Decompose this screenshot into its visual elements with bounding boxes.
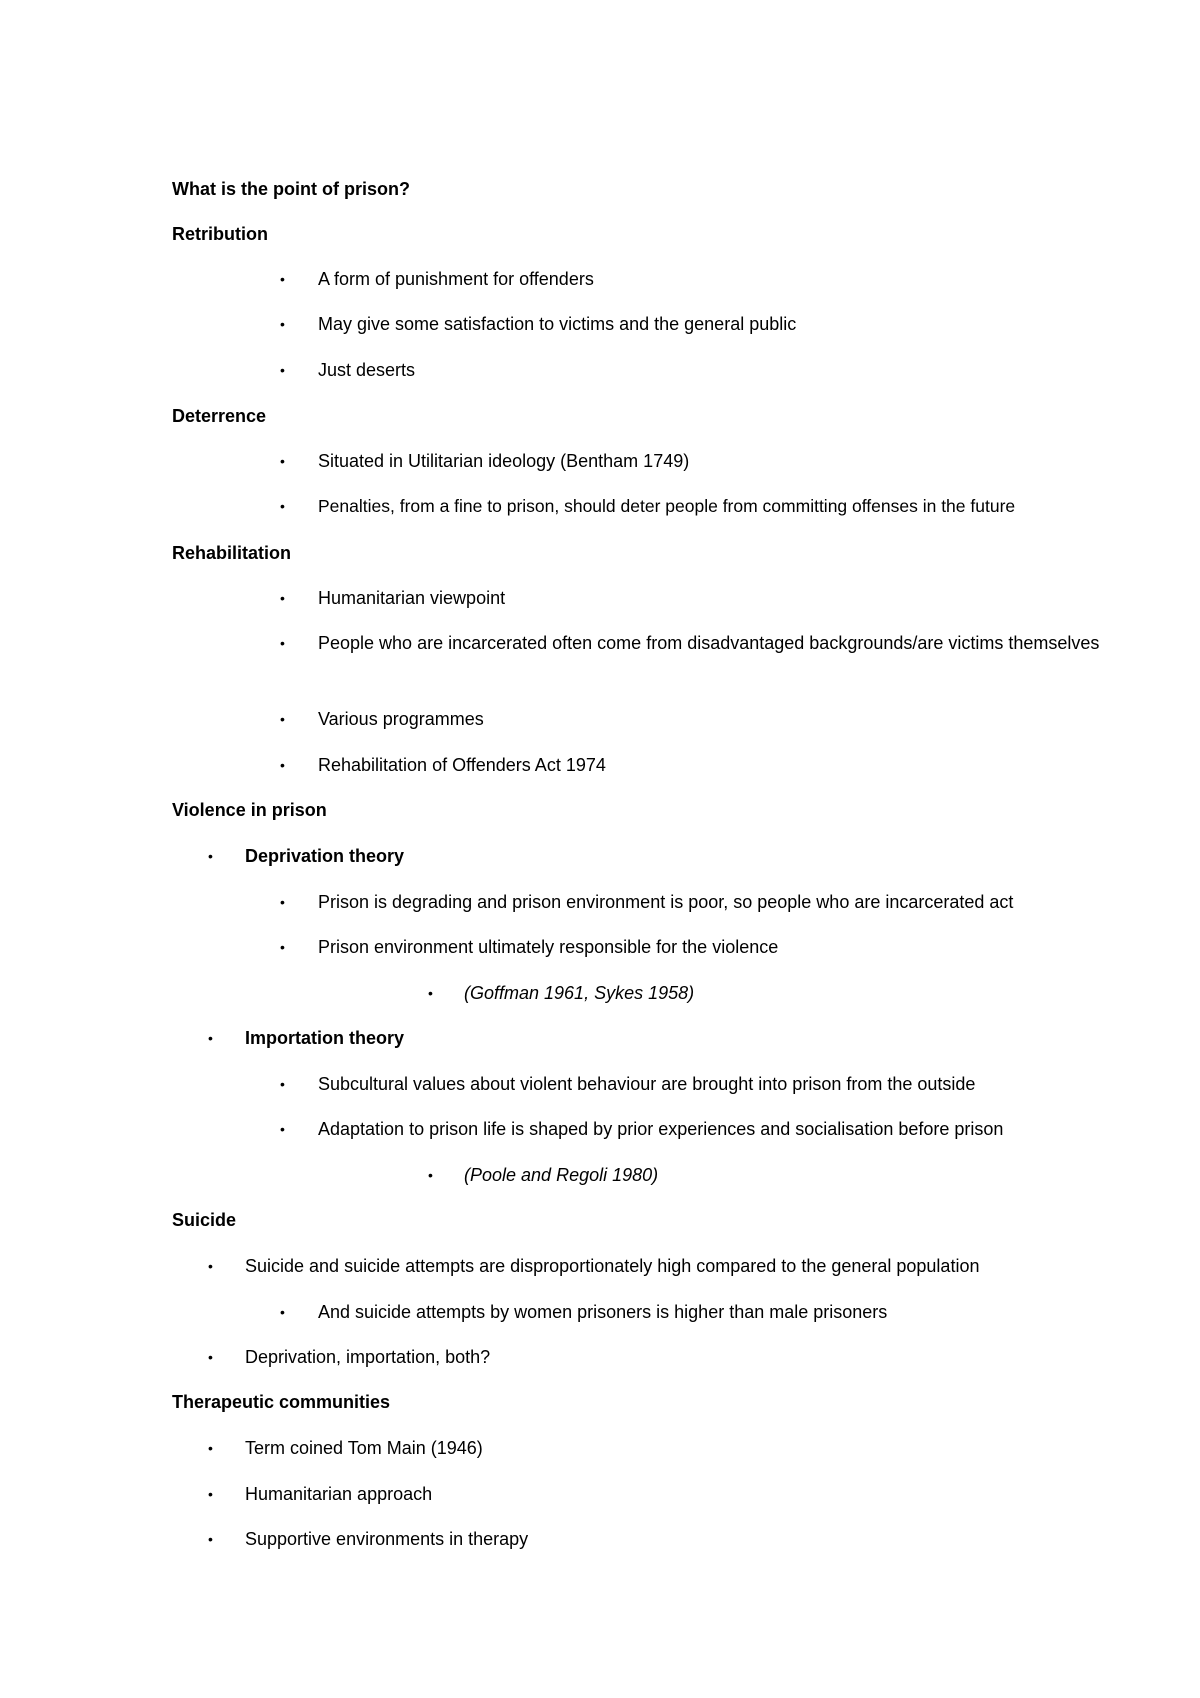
heading-suicide: Suicide bbox=[172, 1210, 237, 1230]
bullet-icon: • bbox=[280, 939, 285, 955]
bullet-icon: • bbox=[280, 316, 285, 332]
bullet-icon: • bbox=[280, 894, 285, 910]
heading-deterrence: Deterrence bbox=[172, 406, 267, 426]
bullet-icon: • bbox=[208, 1258, 213, 1274]
citation: (Poole and Regoli 1980) bbox=[464, 1165, 659, 1185]
bullet-icon: • bbox=[280, 1076, 285, 1092]
heading-retribution: Retribution bbox=[172, 224, 268, 244]
bullet-icon: • bbox=[280, 590, 285, 606]
bullet-icon: • bbox=[280, 1304, 285, 1320]
deprivation-theory-label: Deprivation theory bbox=[245, 846, 405, 866]
bullet-icon: • bbox=[428, 985, 433, 1001]
document-page: What is the point of prison? Retribution • A form of punishment for offenders • May give some satisfaction to victims and the general public • Just deserts Deterrence • Situated in Utilitarian ideology (Bentham 1749) • Penalties, from a fine to prison, should deter people from committing offenses in the future Rehabilitation • Humanitarian viewpoint • People who are incarcerated often come from disadvantaged backgrounds/are victims themselves • Various programmes • Rehabilitation of Offenders Act 1974 Violence in prison • Deprivation theory • Prison is degrading and prison environment is poor, so people who are incarcerated act • Prison environment ultimately responsible for the violence • (Goffman 1961, Sykes 1958) • Importation theory • Subcultural values about violent behaviour are brought into prison from the outside • Adaptation to prison life is shaped by prior experiences and socialisation before prison • (Poole and Regoli 1980) Suicide • Suicide and suicide attempts are disproportionately high compared to the general population • And suicide attempts by women prisoners is higher than male prisoners • Deprivation, importation, both? Therapeutic communities • Term coined Tom Main (1946) • Humanitarian approach • Supportive environments in therapy bbox=[0, 0, 1200, 1698]
importation-theory-label: Importation theory bbox=[245, 1028, 405, 1048]
bullet-icon: • bbox=[280, 711, 285, 727]
bullet-icon: • bbox=[208, 1486, 213, 1502]
bullet-icon: • bbox=[280, 635, 285, 651]
bullet-icon: • bbox=[208, 848, 213, 864]
bullet-icon: • bbox=[208, 1030, 213, 1046]
bullet-icon: • bbox=[280, 453, 285, 469]
bullet-icon: • bbox=[280, 1121, 285, 1137]
bullet-icon: • bbox=[208, 1349, 213, 1365]
bullet-icon: • bbox=[428, 1167, 433, 1183]
bullet-icon: • bbox=[208, 1531, 213, 1547]
document-title: What is the point of prison? bbox=[172, 179, 410, 199]
bullet-icon: • bbox=[280, 757, 285, 773]
bullet-icon: • bbox=[280, 498, 285, 514]
heading-rehabilitation: Rehabilitation bbox=[172, 543, 292, 563]
heading-violence: Violence in prison bbox=[172, 800, 327, 820]
heading-therapeutic-communities: Therapeutic communities bbox=[172, 1392, 391, 1412]
citation: (Goffman 1961, Sykes 1958) bbox=[464, 983, 695, 1003]
bullet-icon: • bbox=[280, 362, 285, 378]
bullet-icon: • bbox=[280, 271, 285, 287]
bullet-icon: • bbox=[208, 1440, 213, 1456]
